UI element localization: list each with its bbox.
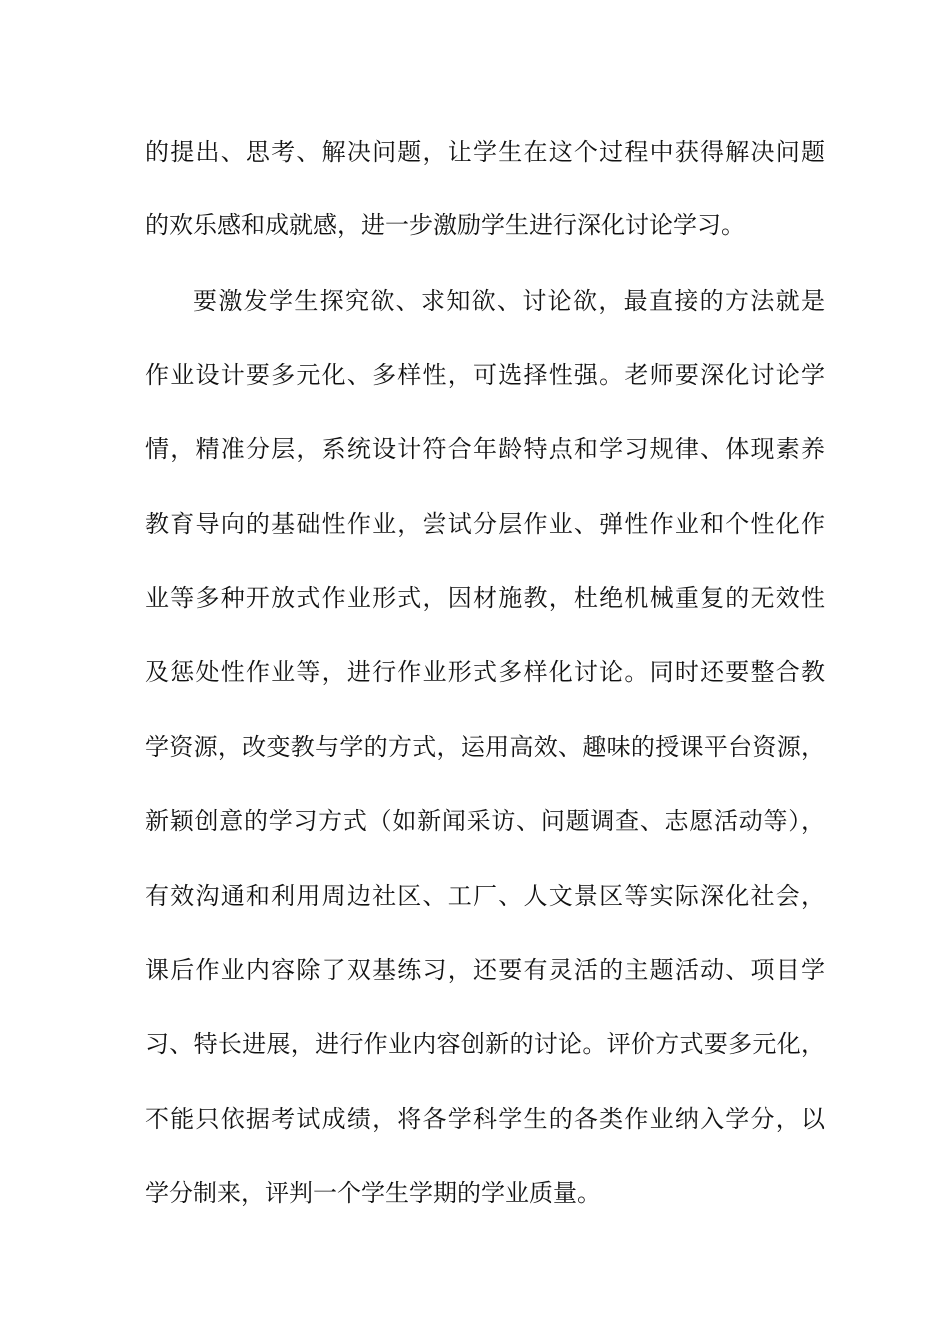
text-line-6: 教育导向的基础性作业，尝试分层作业、弹性作业和个性化作: [145, 510, 825, 538]
text-line-8: 及惩处性作业等，进行作业形式多样化讨论。同时还要整合教: [145, 658, 825, 686]
text-line-3: 要激发学生探究欲、求知欲、讨论欲，最直接的方法就是: [193, 287, 825, 315]
text-line-11: 有效沟通和利用周边社区、工厂、人文景区等实际深化社会，: [145, 882, 825, 910]
text-line-5: 情，精准分层，系统设计符合年龄特点和学习规律、体现素养: [145, 435, 825, 463]
text-line-9: 学资源，改变教与学的方式，运用高效、趣味的授课平台资源，: [145, 733, 825, 761]
text-line-13: 习、特长进展，进行作业内容创新的讨论。评价方式要多元化，: [145, 1030, 825, 1058]
text-line-12: 课后作业内容除了双基练习，还要有灵活的主题活动、项目学: [145, 956, 825, 984]
text-line-4: 作业设计要多元化、多样性，可选择性强。老师要深化讨论学: [145, 361, 825, 389]
text-line-10: 新颖创意的学习方式（如新闻采访、问题调查、志愿活动等），: [145, 807, 825, 835]
text-line-15: 学分制来，评判一个学生学期的学业质量。: [145, 1179, 601, 1207]
text-line-7: 业等多种开放式作业形式，因材施教，杜绝机械重复的无效性: [145, 584, 825, 612]
text-line-14: 不能只依据考试成绩，将各学科学生的各类作业纳入学分，以: [145, 1105, 825, 1133]
text-line-1: 的提出、思考、解决问题，让学生在这个过程中获得解决问题: [145, 138, 825, 166]
text-line-2: 的欢乐感和成就感，进一步激励学生进行深化讨论学习。: [145, 211, 745, 239]
